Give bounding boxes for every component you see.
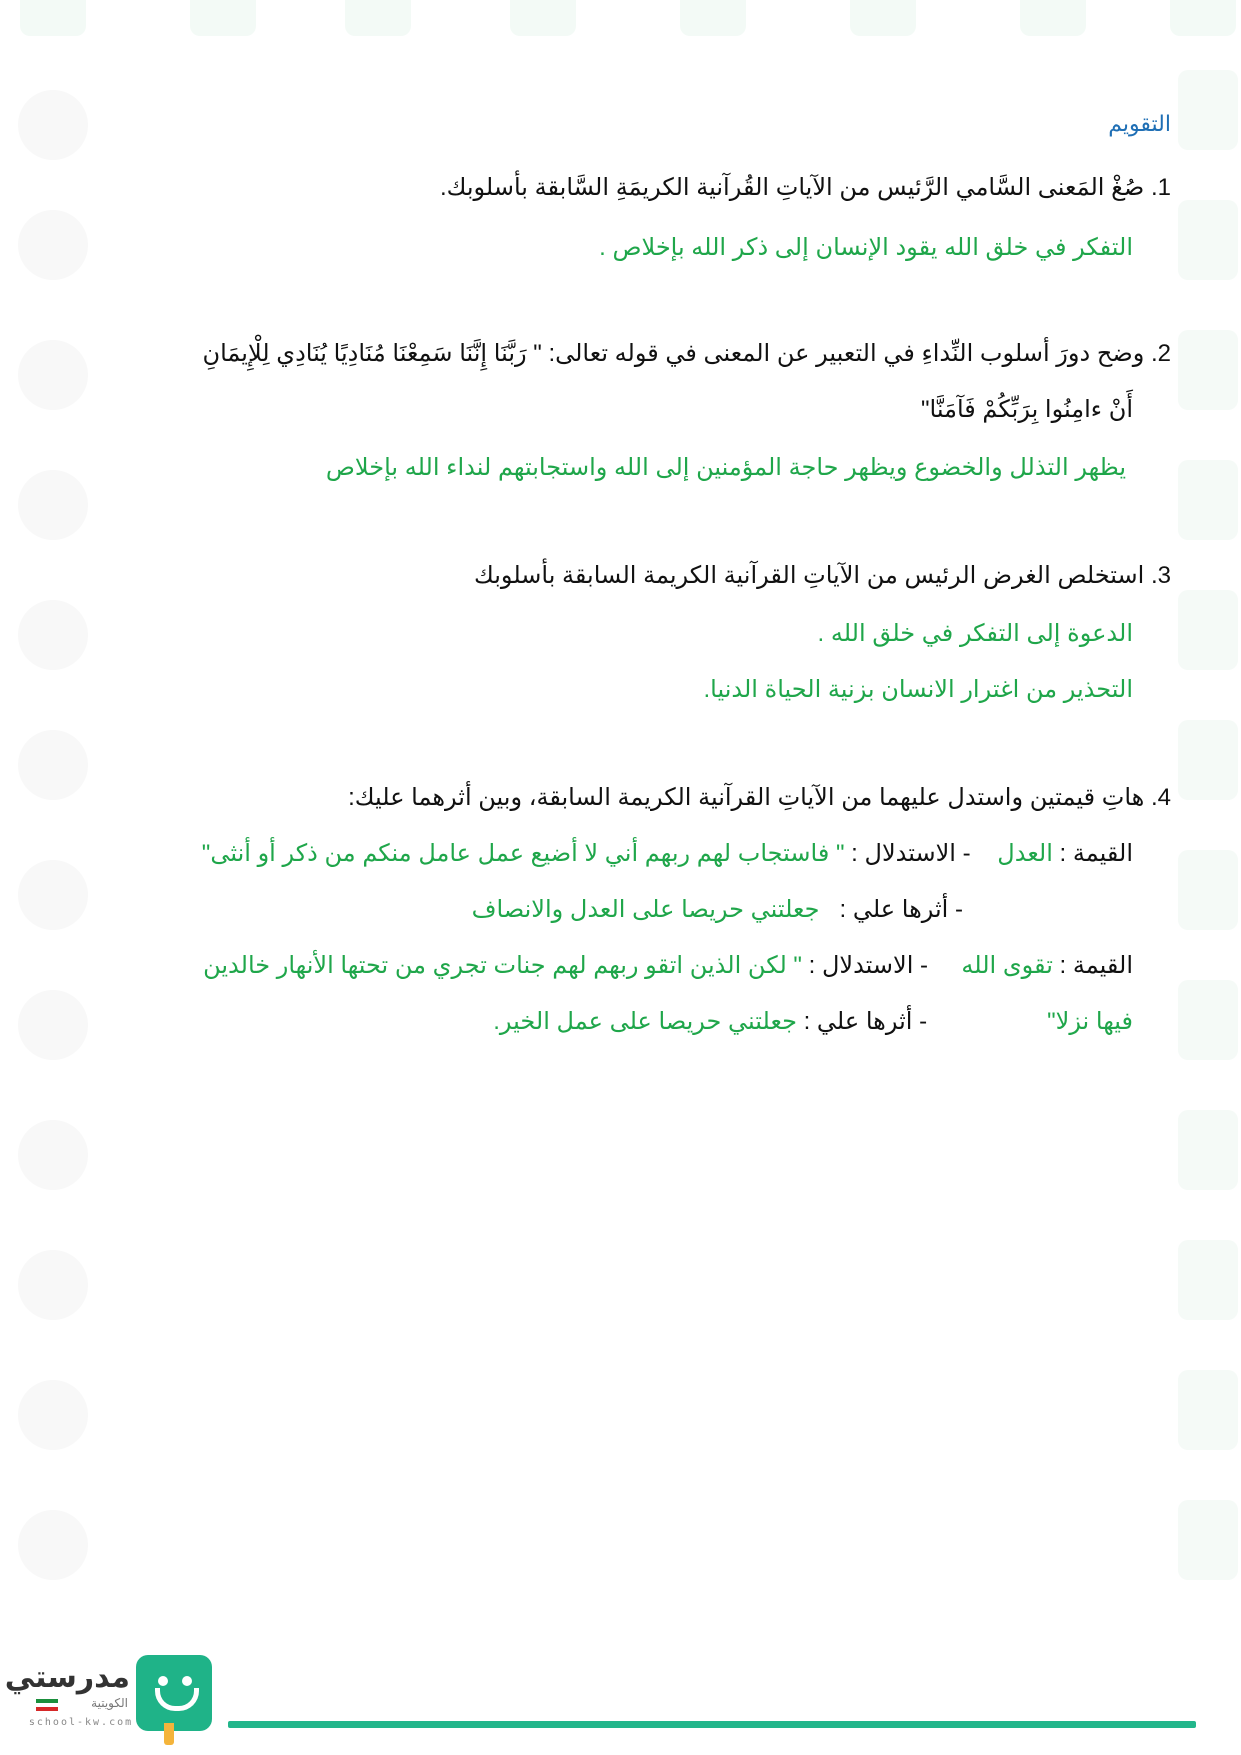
value-1-effect-row xyxy=(472,894,963,926)
logo-subtitle: الكويتية xyxy=(91,1696,128,1710)
value-1-effect-label: - أثرها علي : xyxy=(839,896,963,923)
value-2-label: القيمة : xyxy=(1059,952,1133,979)
value-2-effect: جعلتني حريصا على عمل الخير. xyxy=(493,1008,797,1035)
question-2-line-1: 2. وضح دورَ أسلوب النِّداءِ في التعبير عن المعنى في قوله تعالى: " رَبَّنَا إِنَّنَا سَمِعْنَا مُنَادِيًا يُنَادِي لِلْإِيمَانِ xyxy=(202,340,1171,367)
footer-bar xyxy=(228,1721,1196,1728)
value-2-row xyxy=(203,950,1133,982)
value-2-evidence-line-1: " لكن الذين اتقو ربهم لهم جنات تجري من تحتها الأنهار خالدين xyxy=(203,952,802,979)
value-1-value: العدل xyxy=(997,840,1053,867)
value-1-row xyxy=(202,838,1133,870)
question-4: 4. هاتِ قيمتين واستدل عليهما من الآياتِ القرآنية الكريمة السابقة، وبين أثرهما عليك: xyxy=(348,784,1171,811)
value-1-effect: جعلتني حريصا على العدل والانصاف xyxy=(471,896,820,923)
value-2-evidence-label: - الاستدلال : xyxy=(808,952,929,979)
kuwait-flag-icon xyxy=(36,1699,58,1711)
logo-name: مدرستي xyxy=(4,1661,130,1694)
value-2-effect-label: - أثرها علي : xyxy=(803,1008,928,1035)
value-1-label: القيمة : xyxy=(1059,840,1133,867)
answer-3-2: التحذير من اغترار الانسان بزنية الحياة الدنيا. xyxy=(703,676,1133,703)
logo-url: school-kw.com xyxy=(28,1717,134,1728)
value-1-evidence: " فاستجاب لهم ربهم أني لا أضيع عمل عامل منكم من ذكر أو أنثى" xyxy=(201,840,845,867)
question-2-line-2: أَنْ ءامِنُوا بِرَبِّكُمْ فَآمَنَّا" xyxy=(921,396,1133,423)
value-2-evidence-line-2: فيها نزلا" xyxy=(1047,1008,1133,1035)
value-2-effect-row xyxy=(493,1006,1133,1038)
value-2-value: تقوى الله xyxy=(961,952,1053,979)
answer-2: يظهر التذلل والخضوع ويظهر حاجة المؤمنين إلى الله واستجابتهم لنداء الله بإخلاص xyxy=(325,454,1126,481)
value-1-evidence-label: - الاستدلال : xyxy=(851,840,971,867)
question-3: 3. استخلص الغرض الرئيس من الآياتِ القرآنية الكريمة السابقة بأسلوبك xyxy=(474,562,1171,589)
answer-3-1: الدعوة إلى التفكر في خلق الله . xyxy=(817,620,1133,647)
answer-1: التفكر في خلق الله يقود الإنسان إلى ذكر الله بإخلاص . xyxy=(599,234,1133,261)
section-heading: التقويم xyxy=(1108,111,1171,136)
question-1: 1. صُغْ المَعنى السَّامي الرَّئيس من الآياتِ القُرآنية الكريمَةِ السَّابقة بأسلوبك. xyxy=(439,174,1171,201)
